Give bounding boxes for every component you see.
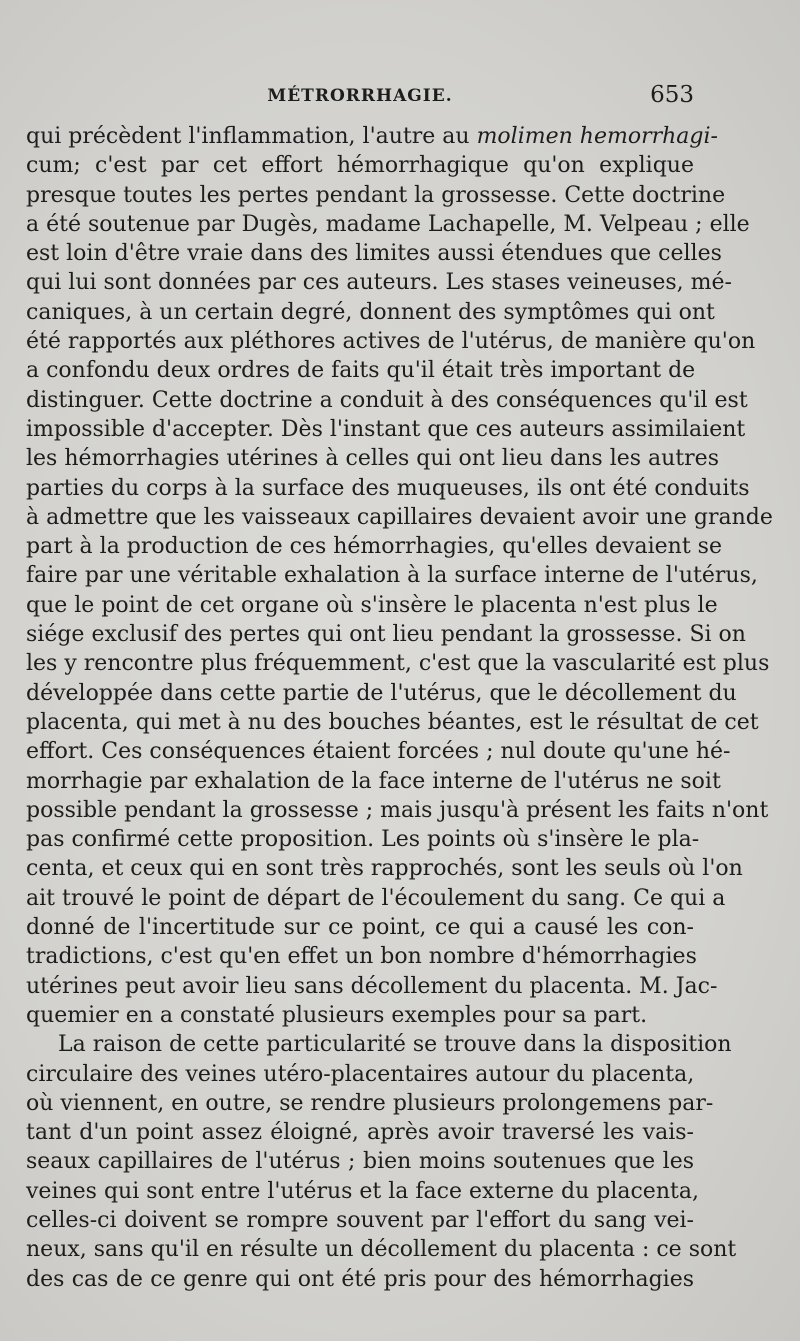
text-line: est loin d'être vraie dans des limites aussi étendues que celles <box>26 241 722 267</box>
text-line: parties du corps à la surface des muqueuses, ils ont été conduits <box>26 475 750 501</box>
text-line: presque toutes les pertes pendant la grossesse. Cette doctrine <box>26 182 726 208</box>
text-line: ait trouvé le point de départ de l'écoulement du sang. Ce qui a <box>26 885 726 911</box>
text-line: développée dans cette partie de l'utérus, que le décollement du <box>26 680 737 706</box>
running-title: MÉTRORRHAGIE. <box>267 86 453 106</box>
paragraph-last-line: quemier en a constaté plusieurs exemples pour sa part. <box>26 1002 648 1028</box>
text-line: que le point de cet organe où s'insère le placenta n'est plus le <box>26 592 718 618</box>
page-number: 653 <box>650 82 694 108</box>
body-text <box>26 122 773 1294</box>
text-line: placenta, qui met à nu des bouches béantes, est le résultat de cet <box>26 709 759 735</box>
text-line: donné de l'incertitude sur ce point, ce qui a causé les con- <box>26 915 694 941</box>
paragraph-first-line: La raison de cette particularité se trouve dans la disposition <box>58 1032 732 1058</box>
text-line: utérines peut avoir lieu sans décollement du placenta. M. Jac- <box>26 973 718 999</box>
text-line-start: qui précèdent l'inflammation, l'autre au <box>26 124 477 149</box>
text-line: caniques, à un certain degré, donnent des symptômes qui ont <box>26 299 715 325</box>
text-line: les y rencontre plus fréquemment, c'est que la vascularité est plus <box>26 651 770 677</box>
text-line: seaux capillaires de l'utérus ; bien moins soutenues que les <box>26 1149 694 1175</box>
text-line: morrhagie par exhalation de la face interne de l'utérus ne soit <box>26 768 721 794</box>
text-line: veines qui sont entre l'utérus et la face externe du placenta, <box>26 1178 699 1204</box>
text-line: pas confirmé cette proposition. Les points où s'insère le pla- <box>26 827 700 853</box>
text-line: circulaire des veines utéro-placentaires autour du placenta, <box>26 1061 695 1087</box>
text-line: effort. Ces conséquences étaient forcées ; nul doute qu'une hé- <box>26 739 731 765</box>
text-line: des cas de ce genre qui ont été pris pour des hémorrhagies <box>26 1266 694 1292</box>
text-line: à admettre que les vaisseaux capillaires devaient avoir une grande <box>26 504 773 530</box>
text-line <box>26 122 718 151</box>
text-line: a confondu deux ordres de faits qu'il était très important de <box>26 358 696 384</box>
text-line: possible pendant la grossesse ; mais jusqu'à présent les faits n'ont <box>26 797 769 823</box>
text-line: faire par une véritable exhalation à la surface interne de l'utérus, <box>26 563 758 589</box>
text-line: distinguer. Cette doctrine a conduit à des conséquences qu'il est <box>26 387 748 413</box>
text-line: les hémorrhagies utérines à celles qui ont lieu dans les autres <box>26 446 719 472</box>
text-line: neux, sans qu'il en résulte un décollement du placenta : ce sont <box>26 1237 737 1263</box>
page-header <box>26 82 694 116</box>
text-line: où viennent, en outre, se rendre plusieurs prolongemens par- <box>26 1090 714 1116</box>
text-line: qui lui sont données par ces auteurs. Les stases veineuses, mé- <box>26 270 732 296</box>
text-line: celles-ci doivent se rompre souvent par l'effort du sang vei- <box>26 1207 694 1233</box>
italic-term: molimen hemorrhagi- <box>476 124 718 149</box>
text-line: tradictions, c'est qu'en effet un bon nombre d'hémorrhagies <box>26 944 697 970</box>
text-line: siége exclusif des pertes qui ont lieu pendant la grossesse. Si on <box>26 622 746 648</box>
text-line: part à la production de ces hémorrhagies, qu'elles devaient se <box>26 534 722 560</box>
text-line: a été soutenue par Dugès, madame Lachapelle, M. Velpeau ; elle <box>26 211 750 237</box>
text-line: tant d'un point assez éloigné, après avoir traversé les vais- <box>26 1120 694 1146</box>
text-line: cum; c'est par cet effort hémorrhagique qu'on explique <box>26 153 694 179</box>
text-line: impossible d'accepter. Dès l'instant que ces auteurs assimilaient <box>26 416 746 442</box>
text-line: centa, et ceux qui en sont très rapprochés, sont les seuls où l'on <box>26 856 743 882</box>
text-line: été rapportés aux pléthores actives de l'utérus, de manière qu'on <box>26 329 756 355</box>
